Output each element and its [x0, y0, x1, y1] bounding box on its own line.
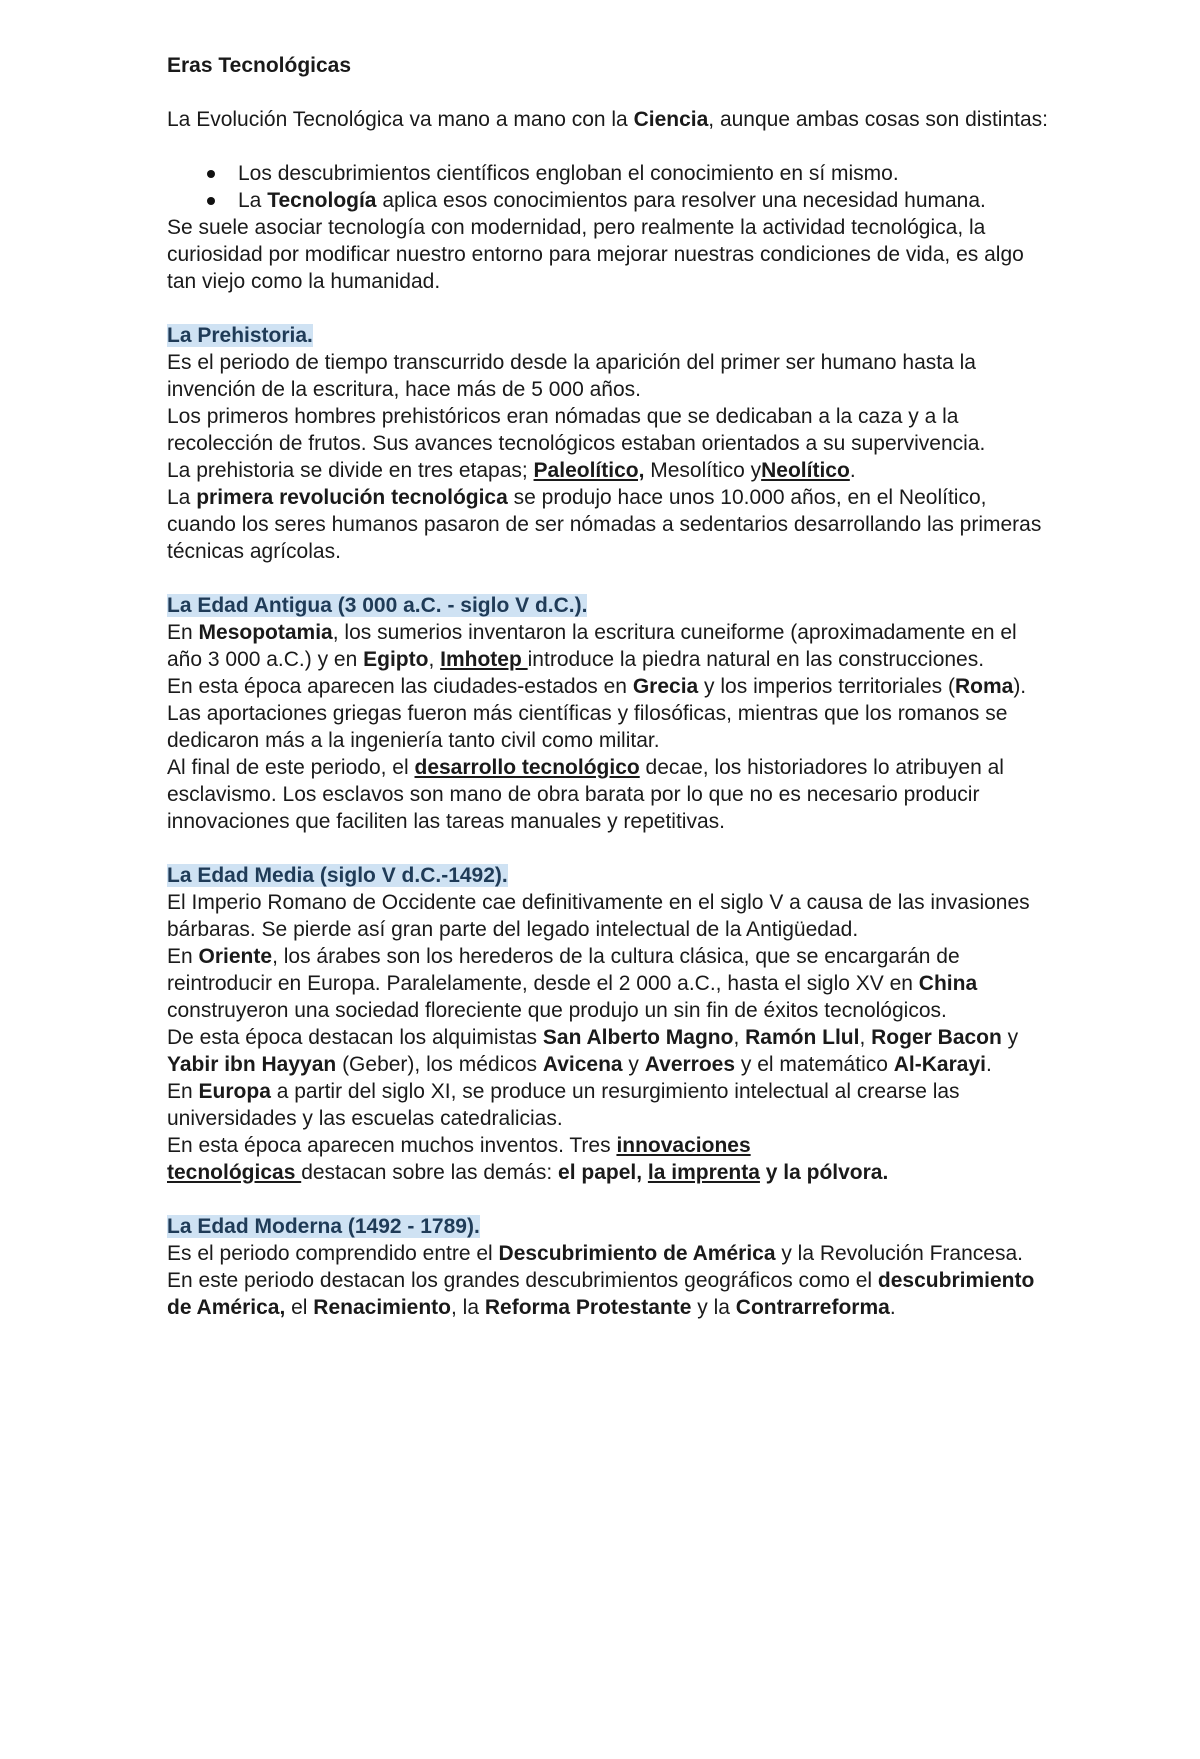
text: el [285, 1296, 314, 1319]
bullet-dot-icon [207, 197, 215, 205]
text: a partir del siglo XI, se produce un resurgimiento intelectual al crearse las universidades y las escuelas catedralicias. [167, 1080, 960, 1130]
text: Mesolítico y [644, 459, 762, 482]
bold-term: Grecia [632, 675, 699, 698]
paragraph [167, 619, 1057, 673]
intro-paragraph [167, 106, 1057, 133]
text: construyeron una sociedad floreciente que produjo un sin fin de éxitos tecnológicos. [167, 999, 947, 1022]
text: decae, los historiadores lo atribuyen al esclavismo. Los esclavos son mano de obra barata por lo que no es necesario producir innovaciones que faciliten las tareas manuales y repetitivas. [167, 756, 1004, 833]
spacer [167, 835, 1057, 862]
section-heading-edad-moderna [167, 1213, 1057, 1240]
text: . [849, 459, 856, 482]
paragraph [167, 1024, 1057, 1078]
text: ). [1013, 675, 1027, 698]
text: y [622, 1053, 645, 1076]
text: se produjo hace unos 10.000 años, en el Neolítico, cuando los seres humanos pasaron de ser nómadas a sedentarios desarrollando las primeras técnicas agrícolas. [167, 486, 1042, 563]
text: , los árabes son los herederos de la cultura clásica, que se encargarán de reintroducir en Europa. Paralelamente, desde el 2 000 a.C., hasta el siglo XV en [167, 945, 960, 995]
paragraph [167, 943, 1057, 1024]
bold-term: Roger Bacon [871, 1026, 1002, 1049]
text: , [733, 1026, 746, 1049]
bold-term: Descubrimiento de América [498, 1242, 776, 1265]
link-paleolitico[interactable]: Paleolítico, [533, 459, 645, 482]
bold-term: Al-Karayi [893, 1053, 986, 1076]
text: Al final de este periodo, el [167, 756, 415, 779]
text: Los descubrimientos científicos engloban el conocimiento en sí mismo. [238, 162, 899, 185]
text: destacan sobre las demás: [301, 1161, 559, 1184]
link-neolitico[interactable]: Neolítico [761, 459, 850, 482]
text: aplica esos conocimientos para resolver una necesidad humana. [376, 189, 986, 212]
link-tecnologicas[interactable]: tecnológicas [167, 1161, 302, 1184]
text: , aunque ambas cosas son distintas: [708, 108, 1048, 131]
paragraph: Es el periodo de tiempo transcurrido desde la aparición del primer ser humano hasta la invención de la escritura, hace más de 5 000 años. [167, 351, 976, 401]
text: y el matemático [735, 1053, 894, 1076]
paragraph [167, 1267, 1057, 1321]
spacer [167, 1186, 1057, 1213]
bold-term: Renacimiento [313, 1296, 451, 1319]
bold-term: Tecnología [267, 189, 377, 212]
paragraph [167, 673, 1057, 700]
text: , [859, 1026, 872, 1049]
text: La [238, 189, 268, 212]
text: . [889, 1296, 896, 1319]
spacer [167, 133, 1057, 160]
paragraph [167, 1240, 1057, 1267]
text: De esta época destacan los alquimistas [167, 1026, 543, 1049]
link-desarrollo-tecnologico[interactable]: desarrollo tecnológico [414, 756, 640, 779]
bold-term: Yabir ibn Hayyan [167, 1053, 337, 1076]
text: La prehistoria se divide en tres etapas; [167, 459, 534, 482]
text: En [167, 945, 199, 968]
document-page [167, 52, 1057, 1321]
text: introduce la piedra natural en las construcciones. [527, 648, 985, 671]
heading-highlight: La Edad Moderna (1492 - 1789). [167, 1215, 480, 1238]
text: y la [691, 1296, 736, 1319]
bold-term: el papel, [558, 1161, 643, 1184]
spacer [167, 79, 1057, 106]
bold-term: Oriente [198, 945, 273, 968]
heading-highlight: La Edad Antigua (3 000 a.C. - siglo V d.C.). [167, 594, 588, 617]
paragraph [167, 484, 1057, 565]
paragraph: Los primeros hombres prehistóricos eran nómadas que se dedicaban a la caza y a la recolección de frutos. Sus avances tecnológicos estaban orientados a su supervivencia. [167, 405, 986, 455]
text: En [167, 1080, 199, 1103]
bold-term: Averroes [644, 1053, 736, 1076]
paragraph: El Imperio Romano de Occidente cae definitivamente en el siglo V a causa de las invasiones bárbaras. Se pierde así gran parte del legado intelectual de la Antigüedad. [167, 891, 1030, 941]
bold-term: y la pólvora. [759, 1161, 889, 1184]
paragraph [167, 754, 1057, 835]
bold-term: Avicena [542, 1053, 623, 1076]
paragraph [167, 1078, 1057, 1132]
text: En este periodo destacan los grandes descubrimientos geográficos como el [167, 1269, 878, 1292]
heading-highlight: La Prehistoria. [167, 324, 313, 347]
bold-term: Ciencia [633, 108, 709, 131]
text: y la Revolución Francesa. [775, 1242, 1023, 1265]
paragraph [167, 1132, 1057, 1186]
bold-term: Reforma Protestante [484, 1296, 692, 1319]
text: En [167, 621, 199, 644]
bold-term: Roma [954, 675, 1014, 698]
section-heading-edad-antigua [167, 592, 1057, 619]
bold-term: primera revolución tecnológica [196, 486, 508, 509]
text: , la [451, 1296, 485, 1319]
section-heading-edad-media [167, 862, 1057, 889]
text: . [985, 1053, 992, 1076]
text: En esta época aparecen las ciudades-estados en [167, 675, 633, 698]
link-la-imprenta[interactable]: la imprenta [647, 1161, 760, 1184]
text: En esta época aparecen muchos inventos. Tres [167, 1134, 617, 1157]
bold-term: Egipto [363, 648, 429, 671]
heading-highlight: La Edad Media (siglo V d.C.-1492). [167, 864, 508, 887]
paragraph: Las aportaciones griegas fueron más científicas y filosóficas, mientras que los romanos se dedicaron más a la ingeniería tanto civil como militar. [167, 702, 1008, 752]
bullet-dot-icon [207, 170, 215, 178]
bold-term: Europa [198, 1080, 271, 1103]
bold-term: descubrimiento de América, [167, 1269, 1035, 1319]
bold-term: Ramón Llul [745, 1026, 860, 1049]
text: , los sumerios inventaron la escritura cuneiforme (aproximadamente en el año 3 000 a.C.) y en [167, 621, 1017, 671]
bold-term: Contrarreforma [735, 1296, 890, 1319]
bullet-item [167, 160, 1057, 187]
spacer [167, 565, 1057, 592]
paragraph [167, 457, 1057, 484]
intro-paragraph-2: Se suele asociar tecnología con modernidad, pero realmente la actividad tecnológica, la curiosidad por modificar nuestro entorno para mejorar nuestras condiciones de vida, es algo tan viejo como la humanidad. [167, 216, 1024, 293]
bold-term: San Alberto Magno [542, 1026, 734, 1049]
text: y [1001, 1026, 1019, 1049]
link-innovaciones[interactable]: innovaciones [616, 1134, 751, 1157]
text: La Evolución Tecnológica va mano a mano con la [167, 108, 634, 131]
document-title: Eras Tecnológicas [167, 54, 352, 77]
text: La [167, 486, 197, 509]
text: Es el periodo comprendido entre el [167, 1242, 499, 1265]
link-imhotep[interactable]: Imhotep [440, 648, 528, 671]
text: , [428, 648, 441, 671]
text: y los imperios territoriales ( [698, 675, 955, 698]
bullet-item [167, 187, 1057, 214]
bullet-list [167, 160, 1057, 214]
bold-term: China [918, 972, 978, 995]
section-heading-prehistoria [167, 322, 1057, 349]
text: (Geber), los médicos [336, 1053, 543, 1076]
bold-term: Mesopotamia [198, 621, 333, 644]
spacer [167, 295, 1057, 322]
